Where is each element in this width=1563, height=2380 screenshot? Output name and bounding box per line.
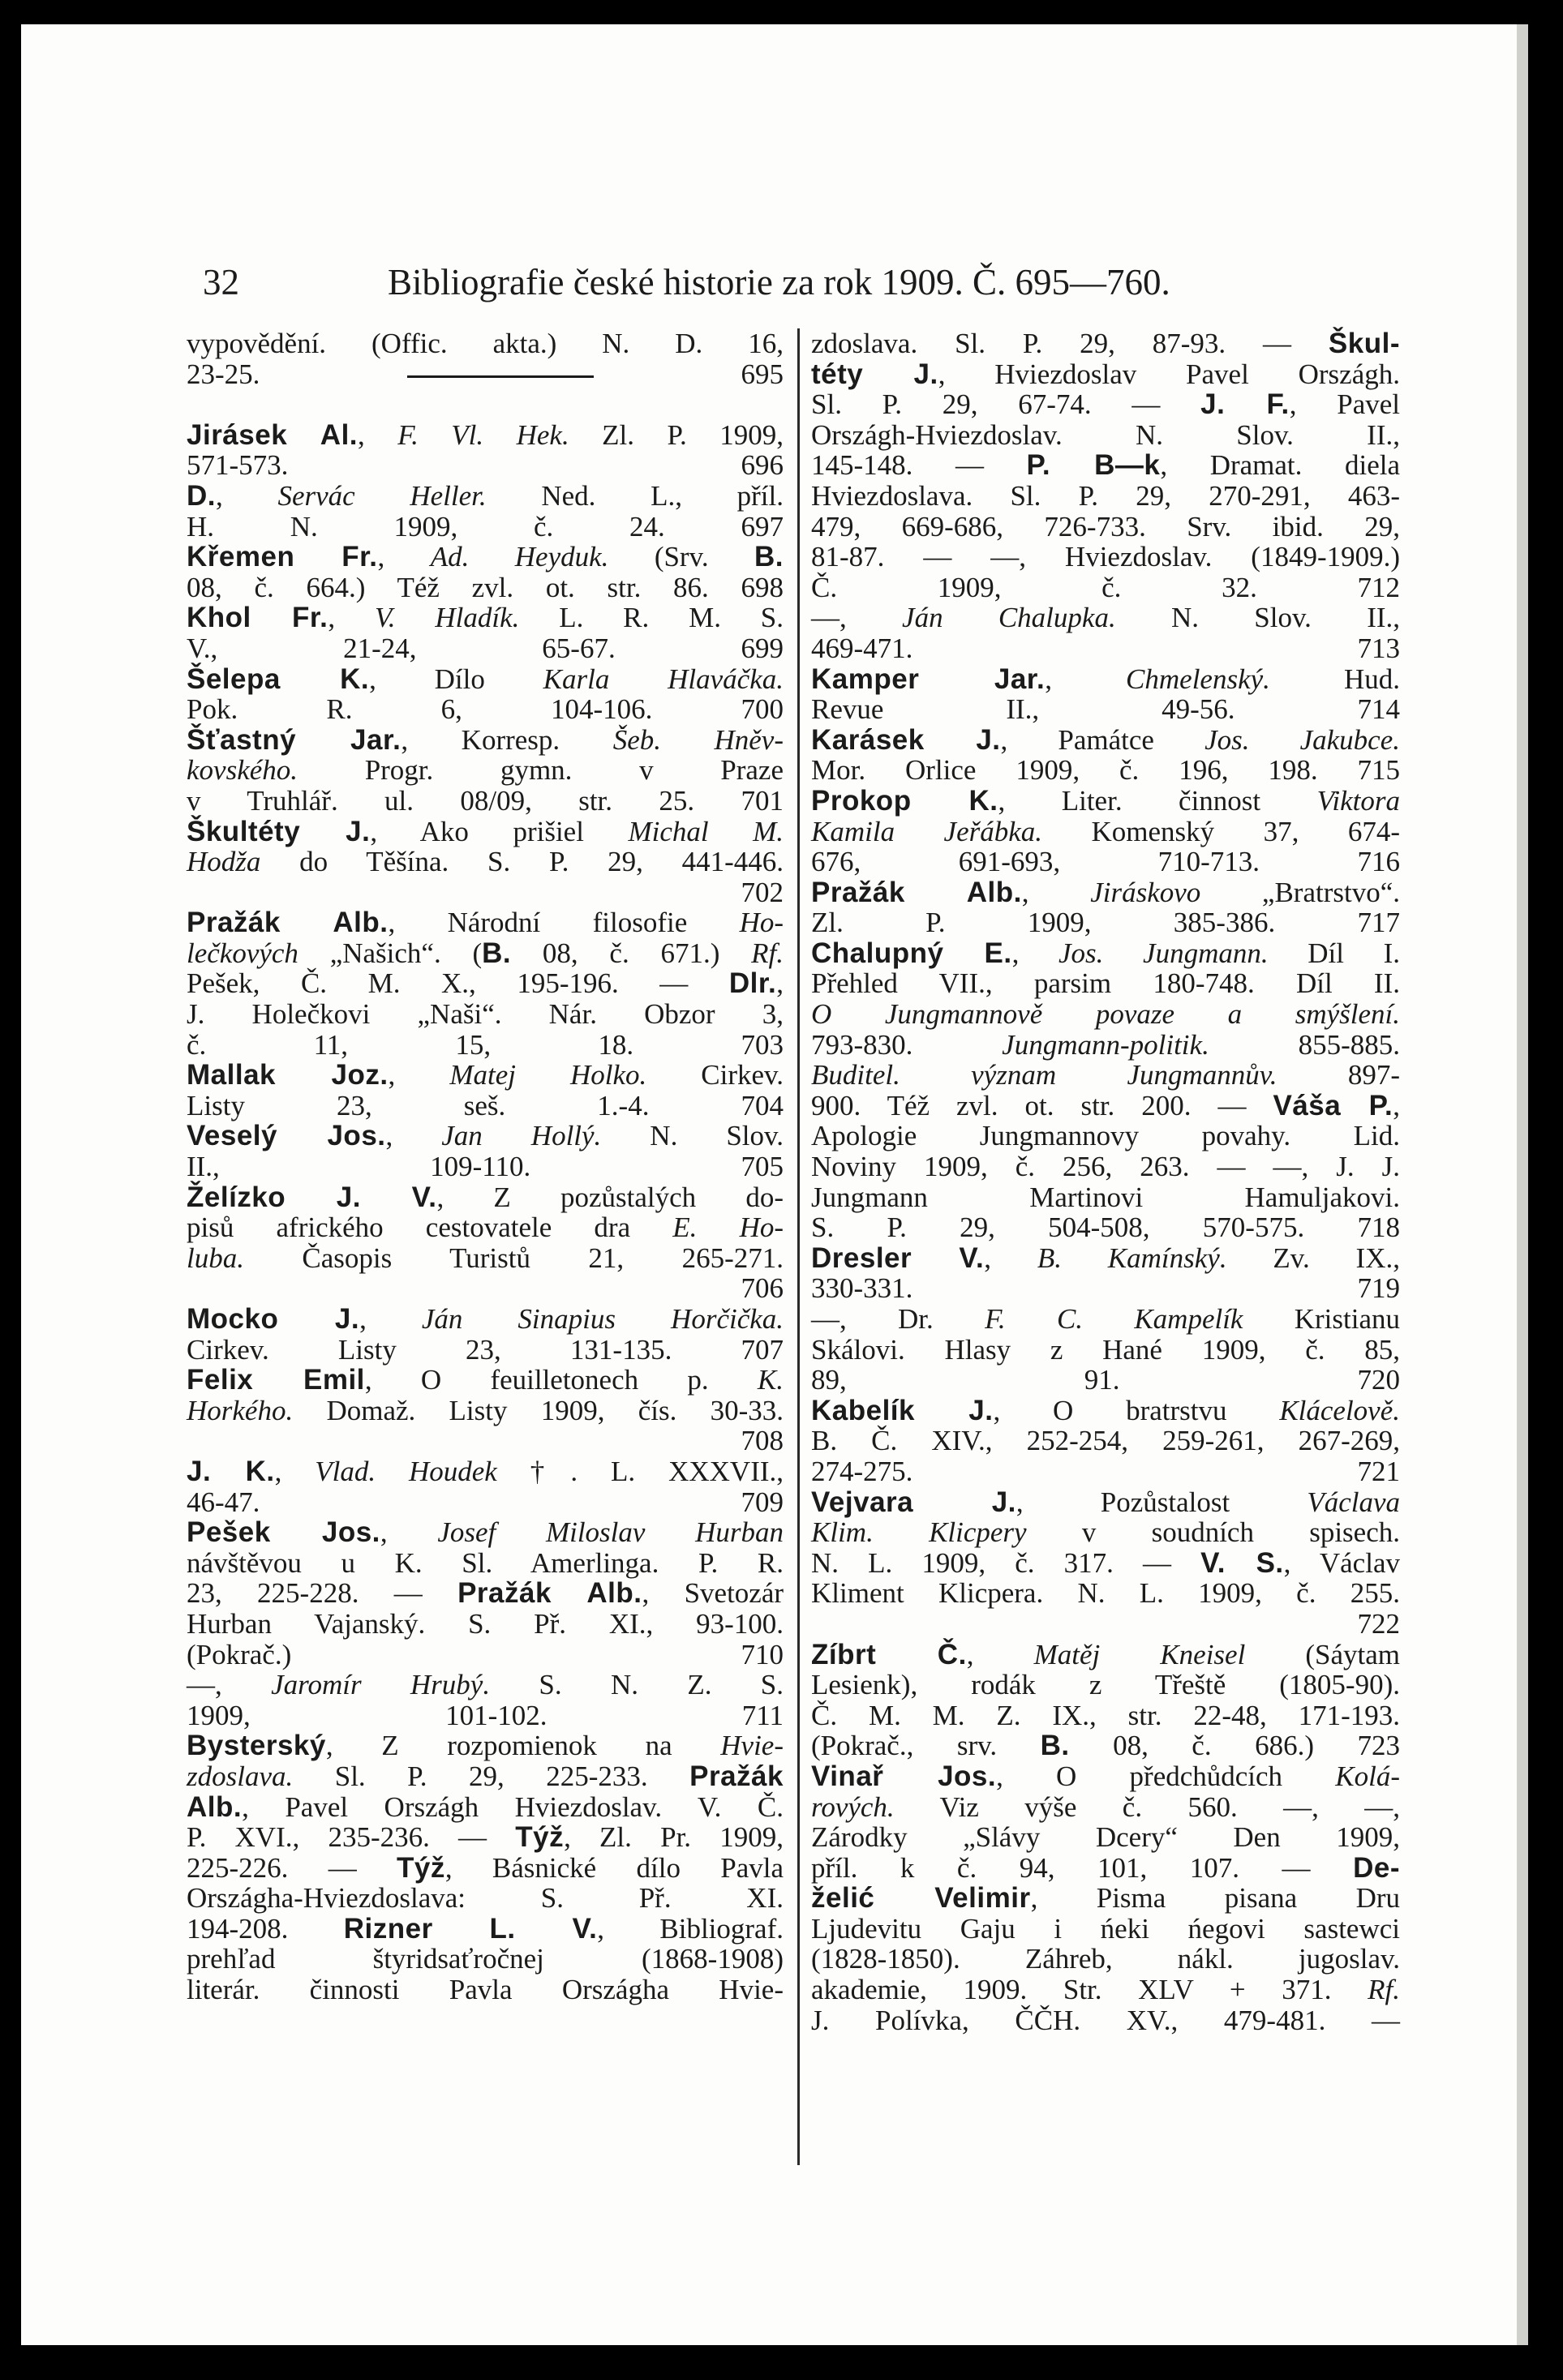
text-line: akademie, 1909. Str. XLV + 371. Rf. bbox=[811, 1974, 1400, 2006]
text-line: Mor. Orlice 1909, č. 196, 198. 715 bbox=[811, 754, 1400, 787]
text-line: 145-148. — P. B—k, Dramat. diela bbox=[811, 449, 1400, 482]
text-line: literár. činnosti Pavla Országha Hvie- bbox=[187, 1974, 784, 2006]
text-line: —, Ján Chalupka. N. Slov. II., bbox=[811, 602, 1401, 634]
text-line: luba. Časopis Turistů 21, 265-271. bbox=[187, 1241, 784, 1274]
text-line: Horkého. Domaž. Listy 1909, čís. 30-33. bbox=[187, 1394, 784, 1426]
text-line: Jirásek Al., F. Vl. Hek. Zl. P. 1909, bbox=[187, 418, 784, 451]
text-line: kovského. Progr. gymn. v Praze bbox=[187, 754, 784, 787]
text-line: 89, 91. 720 bbox=[811, 1364, 1400, 1396]
text-line: návštěvou u K. Sl. Amerlinga. P. R. bbox=[187, 1546, 784, 1579]
text-line: rových. Viz výše č. 560. —, —, bbox=[811, 1790, 1400, 1823]
text-line: II., 109-110. 705 bbox=[187, 1151, 784, 1183]
text-line: 46-47. 709 bbox=[187, 1486, 784, 1518]
text-line: Mocko J., Ján Sinapius Horčička. bbox=[187, 1303, 784, 1335]
page-header bbox=[203, 261, 1452, 310]
text-line: Želízko J. V., Z pozůstalých do- bbox=[187, 1181, 784, 1213]
text-line: 23-25. 695 bbox=[187, 358, 784, 390]
text-line: želić Velimir, Pisma pisana Dru bbox=[811, 1882, 1400, 1915]
text-line: 225-226. — Týž, Básnické dílo Pavla bbox=[187, 1851, 784, 1884]
text-line: N. L. 1909, č. 317. — V. S., Václav bbox=[811, 1546, 1400, 1579]
text-line: Karásek J., Památce Jos. Jakubce. bbox=[811, 723, 1400, 756]
text-line: 330-331. 719 bbox=[811, 1272, 1400, 1305]
text-line: Veselý Jos., Jan Hollý. N. Slov. bbox=[187, 1120, 784, 1152]
text-line: B. Č. XIV., 252-254, 259-261, 267-269, bbox=[811, 1425, 1400, 1457]
text-line: Országh-Hviezdoslav. N. Slov. II., bbox=[811, 418, 1400, 451]
text-line: Prokop K., Liter. činnost Viktora bbox=[811, 784, 1400, 817]
text-line: Apologie Jungmannovy povahy. Lid. bbox=[811, 1120, 1400, 1152]
text-line: příl. k č. 94, 101, 107. — De- bbox=[811, 1851, 1400, 1884]
column-divider bbox=[797, 328, 800, 2165]
text-line: H. N. 1909, č. 24. 697 bbox=[187, 510, 784, 542]
text-line: Zl. P. 1909, 385-386. 717 bbox=[811, 907, 1400, 939]
text-line: (1828-1850). Záhreb, nákl. jugoslav. bbox=[811, 1943, 1400, 1975]
text-line: Skálovi. Hlasy z Hané 1909, č. 85, bbox=[811, 1333, 1400, 1366]
text-line: 722 bbox=[1357, 1607, 1400, 1640]
text-line: Pešek, Č. M. X., 195-196. — Dlr., bbox=[187, 967, 784, 1000]
text-line: prehľad štyridsaťročnej (1868-1908) bbox=[187, 1943, 784, 1975]
text-line: 469-471. 713 bbox=[811, 632, 1400, 664]
text-line: Országha-Hviezdoslava: S. Př. XI. bbox=[187, 1882, 784, 1915]
right-column bbox=[811, 328, 1400, 2035]
text-line: Klim. Klicpery v soudních spisech. bbox=[811, 1516, 1400, 1549]
text-line: Chalupný E., Jos. Jungmann. Díl I. bbox=[811, 937, 1401, 969]
text-line: Šťastný Jar., Korresp. Šeb. Hněv- bbox=[187, 723, 784, 756]
text-line: Kabelík J., O bratrstvu Klácelově. bbox=[811, 1394, 1400, 1426]
text-line: Listy 23, seš. 1.-4. 704 bbox=[187, 1089, 784, 1121]
text-line: —, Jaromír Hrubý. S. N. Z. S. bbox=[187, 1669, 784, 1701]
text-line: 479, 669-686, 726-733. Srv. ibid. 29, bbox=[811, 510, 1400, 542]
text-line: 274-275. 721 bbox=[811, 1455, 1400, 1487]
text-line: Pražák Alb., Jiráskovo „Bratrstvo“. bbox=[811, 876, 1401, 908]
text-line: 676, 691-693, 710-713. 716 bbox=[811, 846, 1400, 878]
text-line: Kamila Jeřábka. Komenský 37, 674- bbox=[811, 815, 1401, 847]
text-line: Pešek Jos., Josef Miloslav Hurban bbox=[187, 1516, 784, 1549]
text-line: Sl. P. 29, 67-74. — J. F., Pavel bbox=[811, 388, 1400, 421]
text-line: č. 11, 15, 18. 703 bbox=[187, 1028, 784, 1061]
text-line: Hurban Vajanský. S. Př. XI., 93-100. bbox=[187, 1607, 784, 1640]
text-line: 81-87. — —, Hviezdoslav. (1849-1909.) bbox=[811, 541, 1400, 573]
text-line: Pok. R. 6, 104-106. 700 bbox=[187, 693, 784, 726]
text-line: 900. Též zvl. ot. str. 200. — Váša P., bbox=[811, 1089, 1400, 1121]
text-line: J. Polívka, ČČH. XV., 479-481. — bbox=[811, 2004, 1400, 2036]
text-line: 23, 225-228. — Pražák Alb., Svetozár bbox=[187, 1577, 784, 1610]
text-line: O Jungmannově povaze a smýšlení. bbox=[811, 998, 1400, 1031]
text-line: lečkových „Našich“. (B. 08, č. 671.) Rf. bbox=[187, 937, 784, 969]
text-line: D., Servác Heller. Ned. L., příl. bbox=[187, 479, 784, 512]
text-line: 793-830. Jungmann-politik. 855-885. bbox=[811, 1028, 1400, 1061]
text-line: 571-573. 696 bbox=[187, 449, 784, 482]
text-line: Škultéty J., Ako prišiel Michal M. bbox=[187, 815, 784, 847]
text-line: Bysterský, Z rozpomienok na Hvie- bbox=[187, 1730, 784, 1762]
text-line: Felix Emil, O feuilletonech p. K. bbox=[187, 1364, 784, 1396]
text-line: Vinař Jos., O předchůdcích Kolá- bbox=[811, 1760, 1400, 1792]
text-line: J. Holečkovi „Naši“. Nár. Obzor 3, bbox=[187, 998, 784, 1031]
text-line: Cirkev. Listy 23, 131-135. 707 bbox=[187, 1333, 784, 1366]
text-line: 706 bbox=[741, 1272, 784, 1305]
text-line: v Truhlář. ul. 08/09, str. 25. 701 bbox=[187, 784, 784, 817]
text-line: P. XVI., 235-236. — Týž, Zl. Pr. 1909, bbox=[187, 1821, 784, 1854]
text-line: (Pokrač., srv. B. 08, č. 686.) 723 bbox=[811, 1730, 1400, 1762]
text-line: 702 bbox=[741, 876, 784, 908]
text-line: Šelepa K., Dílo Karla Hlaváčka. bbox=[187, 663, 784, 695]
text-line: Kliment Klicpera. N. L. 1909, č. 255. bbox=[811, 1577, 1400, 1610]
text-line: pisů afrického cestovatele dra E. Ho- bbox=[187, 1211, 784, 1244]
text-line: Buditel. význam Jungmannův. 897- bbox=[811, 1059, 1400, 1091]
text-line: Pražák Alb., Národní filosofie Ho- bbox=[187, 907, 784, 939]
text-line: vypovědění. (Offic. akta.) N. D. 16, bbox=[187, 328, 784, 359]
text-line: Alb., Pavel Országh Hviezdoslav. V. Č. bbox=[187, 1790, 784, 1823]
text-line: —, Dr. F. C. Kampelík Kristianu bbox=[811, 1303, 1401, 1335]
text-line: Č. M. M. Z. IX., str. 22-48, 171-193. bbox=[811, 1699, 1400, 1731]
running-title: Bibliografie české historie za rok 1909. Č. 695—760. bbox=[388, 262, 1170, 302]
text-line: (Pokrač.) 710 bbox=[187, 1638, 784, 1670]
text-line: Vejvara J., Pozůstalost Václava bbox=[811, 1486, 1400, 1518]
text-line: Zárodky „Slávy Dcery“ Den 1909, bbox=[811, 1821, 1400, 1854]
text-line: Křemen Fr., Ad. Heyduk. (Srv. B. bbox=[187, 541, 784, 573]
text-line: Ljudevitu Gaju i ńeki ńegovi sastewci bbox=[811, 1912, 1400, 1945]
text-line: Kamper Jar., Chmelenský. Hud. bbox=[811, 663, 1400, 695]
text-line: Revue II., 49-56. 714 bbox=[811, 693, 1400, 726]
text-line: V., 21-24, 65-67. 699 bbox=[187, 632, 784, 664]
left-column bbox=[187, 328, 784, 2005]
text-line: Jungmann Martinovi Hamuljakovi. bbox=[811, 1181, 1400, 1213]
text-line bbox=[187, 389, 784, 420]
text-line: zdoslava. Sl. P. 29, 87-93. — Škul- bbox=[811, 328, 1400, 359]
text-line: Lesienk), rodák z Třeště (1805-90). bbox=[811, 1669, 1400, 1701]
page-number: 32 bbox=[203, 262, 239, 302]
text-line: Khol Fr., V. Hladík. L. R. M. S. bbox=[187, 602, 784, 634]
text-line: 08, č. 664.) Též zvl. ot. str. 86. 698 bbox=[187, 571, 784, 603]
text-line: Č. 1909, č. 32. 712 bbox=[811, 571, 1400, 603]
text-line: Dresler V., B. Kamínský. Zv. IX., bbox=[811, 1241, 1400, 1274]
text-line: téty J., Hviezdoslav Pavel Országh. bbox=[811, 358, 1400, 390]
text-line: Mallak Joz., Matej Holko. Cirkev. bbox=[187, 1059, 784, 1091]
text-line: 1909, 101-102. 711 bbox=[187, 1699, 784, 1731]
text-line: S. P. 29, 504-508, 570-575. 718 bbox=[811, 1211, 1400, 1244]
text-line: Noviny 1909, č. 256, 263. — —, J. J. bbox=[811, 1151, 1400, 1183]
text-line: Hodža do Těšína. S. P. 29, 441-446. bbox=[187, 846, 784, 878]
text-line: J. K., Vlad. Houdek †. L. XXXVII., bbox=[187, 1455, 784, 1487]
text-line: Hviezdoslava. Sl. P. 29, 270-291, 463- bbox=[811, 479, 1400, 512]
text-line: Zíbrt Č., Matěj Kneisel (Sáytam bbox=[811, 1638, 1400, 1670]
text-line: Přehled VII., parsim 180-748. Díl II. bbox=[811, 967, 1400, 1000]
text-line: zdoslava. Sl. P. 29, 225-233. Pražák bbox=[187, 1760, 784, 1792]
text-line: 194-208. Rizner L. V., Bibliograf. bbox=[187, 1912, 784, 1945]
text-line: 708 bbox=[741, 1425, 784, 1457]
